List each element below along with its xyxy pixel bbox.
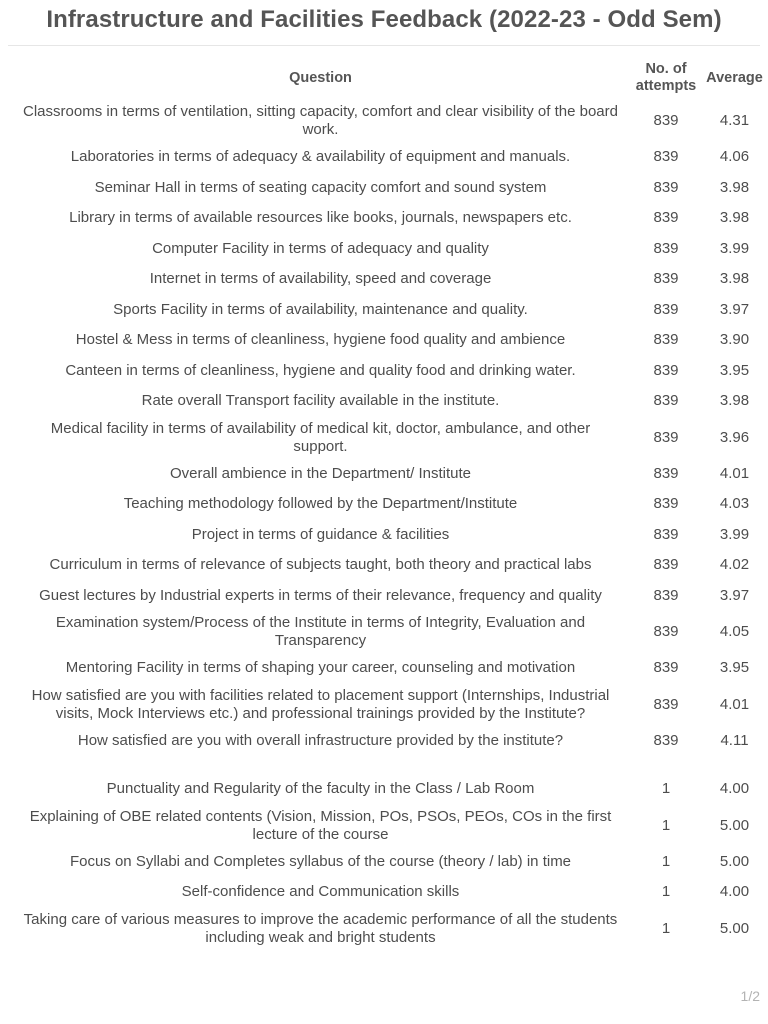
average-cell: 4.06 (719, 148, 750, 166)
average-cell: 4.00 (719, 883, 750, 901)
question-cell: Medical facility in terms of availability of medical kit, doctor, ambulance, and other support. (50, 419, 591, 455)
table-row (14, 295, 764, 326)
question-cell: Teaching methodology followed by the Department/Institute (123, 495, 518, 513)
attempts-cell: 839 (653, 731, 679, 749)
average-cell: 4.05 (719, 623, 750, 640)
table-row (14, 684, 764, 726)
table-row (14, 356, 764, 387)
column-header-question: Question (289, 69, 352, 86)
attempts-cell: 839 (653, 659, 679, 677)
attempts-cell: 839 (653, 623, 679, 640)
column-header-average: Average (706, 69, 763, 86)
page-title: Infrastructure and Facilities Feedback (2022-23 - Odd Sem) (46, 6, 722, 33)
attempts-cell: 839 (653, 361, 679, 379)
question-cell: Explaining of OBE related contents (Vision, Mission, POs, PSOs, PEOs, COs in the first lecture of the course (29, 807, 612, 843)
section-spacer (14, 756, 764, 774)
average-cell: 3.98 (719, 270, 750, 288)
table-row (14, 520, 764, 551)
average-cell: 3.95 (719, 659, 750, 677)
question-cell: Classrooms in terms of ventilation, sitting capacity, comfort and clear visibility of the board work. (23, 103, 618, 138)
average-cell: 4.01 (719, 695, 750, 713)
attempts-cell: 1 (661, 883, 671, 901)
table-row (14, 173, 764, 204)
table-row (14, 203, 764, 234)
question-cell: Seminar Hall in terms of seating capacity comfort and sound system (94, 178, 547, 196)
question-cell: Hostel & Mess in terms of cleanliness, hygiene food quality and ambience (75, 331, 566, 349)
average-cell: 3.96 (719, 428, 750, 446)
average-cell: 3.95 (719, 361, 750, 379)
question-cell: Overall ambience in the Department/ Institute (170, 464, 471, 482)
question-cell: Punctuality and Regularity of the faculty in the Class / Lab Room (106, 780, 535, 798)
question-cell: Sports Facility in terms of availability, maintenance and quality. (113, 300, 528, 318)
table-row (14, 386, 764, 417)
question-cell: How satisfied are you with facilities related to placement support (Internships, Industrial visits, Mock Interviews etc.) and professional trainings provided by the Institute? (31, 686, 610, 722)
average-cell: 3.98 (719, 209, 750, 227)
title-divider (8, 45, 760, 46)
attempts-cell: 839 (653, 495, 679, 513)
attempts-cell: 839 (653, 695, 679, 713)
table-row (14, 805, 764, 847)
table-row (14, 611, 764, 653)
attempts-cell: 839 (653, 525, 679, 543)
table-row (14, 489, 764, 520)
attempts-cell: 1 (661, 780, 671, 798)
attempts-cell: 1 (661, 852, 671, 870)
question-cell: Taking care of various measures to improve the academic performance of all the students including weak and bright students (23, 910, 618, 946)
average-cell: 5.00 (719, 919, 750, 937)
average-cell: 3.99 (719, 525, 750, 543)
table-header-row (14, 56, 764, 100)
question-cell: Examination system/Process of the Institute in terms of Integrity, Evaluation and Transparency (55, 614, 586, 649)
average-cell: 4.00 (719, 780, 750, 798)
table-row (14, 325, 764, 356)
question-cell: Library in terms of available resources like books, journals, newspapers etc. (69, 209, 572, 227)
average-cell: 3.90 (719, 331, 750, 349)
attempts-cell: 839 (653, 586, 679, 604)
attempts-cell: 839 (653, 239, 679, 257)
page-indicator: 1/2 (740, 988, 760, 1004)
average-cell: 3.97 (719, 300, 750, 318)
table-row (14, 234, 764, 265)
table-row (14, 417, 764, 459)
attempts-cell: 839 (653, 428, 679, 446)
attempts-cell: 839 (653, 270, 679, 288)
question-cell: Curriculum in terms of relevance of subjects taught, both theory and practical labs (49, 556, 592, 574)
question-cell: Guest lectures by Industrial experts in terms of their relevance, frequency and quality (39, 586, 602, 604)
average-cell: 3.97 (719, 586, 750, 604)
question-cell: Project in terms of guidance & facilities (191, 525, 450, 543)
question-cell: Rate overall Transport facility available in the institute. (141, 392, 500, 410)
question-cell: Mentoring Facility in terms of shaping your career, counseling and motivation (65, 659, 576, 677)
table-row (14, 908, 764, 950)
attempts-cell: 839 (653, 148, 679, 166)
average-cell: 3.98 (719, 392, 750, 410)
question-cell: Self-confidence and Communication skills (181, 883, 460, 901)
average-cell: 3.98 (719, 178, 750, 196)
average-cell: 5.00 (719, 852, 750, 870)
attempts-cell: 839 (653, 392, 679, 410)
table-row (14, 142, 764, 173)
question-cell: How satisfied are you with overall infrastructure provided by the institute? (77, 731, 564, 749)
attempts-cell: 839 (653, 556, 679, 574)
table-row (14, 653, 764, 684)
feedback-table (14, 56, 764, 950)
question-cell: Canteen in terms of cleanliness, hygiene and quality food and drinking water. (65, 361, 576, 379)
attempts-cell: 839 (653, 112, 679, 129)
table-row (14, 581, 764, 612)
attempts-cell: 839 (653, 331, 679, 349)
average-cell: 4.11 (720, 731, 749, 749)
average-cell: 4.02 (719, 556, 750, 574)
table-row (14, 774, 764, 805)
question-cell: Internet in terms of availability, speed and coverage (149, 270, 492, 288)
attempts-cell: 1 (661, 816, 671, 834)
average-cell: 4.31 (719, 112, 750, 129)
table-row (14, 726, 764, 757)
attempts-cell: 839 (653, 300, 679, 318)
table-row (14, 847, 764, 878)
question-cell: Laboratories in terms of adequacy & availability of equipment and manuals. (70, 148, 571, 166)
table-row (14, 877, 764, 908)
question-cell: Computer Facility in terms of adequacy and quality (152, 239, 489, 257)
attempts-cell: 839 (653, 178, 679, 196)
average-cell: 4.01 (719, 464, 750, 482)
average-cell: 4.03 (719, 495, 750, 513)
table-row (14, 264, 764, 295)
attempts-cell: 839 (653, 209, 679, 227)
table-row (14, 100, 764, 142)
table-row (14, 459, 764, 490)
question-cell: Focus on Syllabi and Completes syllabus of the course (theory / lab) in time (69, 852, 572, 870)
average-cell: 3.99 (719, 239, 750, 257)
attempts-cell: 1 (661, 919, 671, 937)
column-header-attempts: No. of attempts (635, 61, 697, 94)
average-cell: 5.00 (719, 816, 750, 834)
attempts-cell: 839 (653, 464, 679, 482)
table-row (14, 550, 764, 581)
